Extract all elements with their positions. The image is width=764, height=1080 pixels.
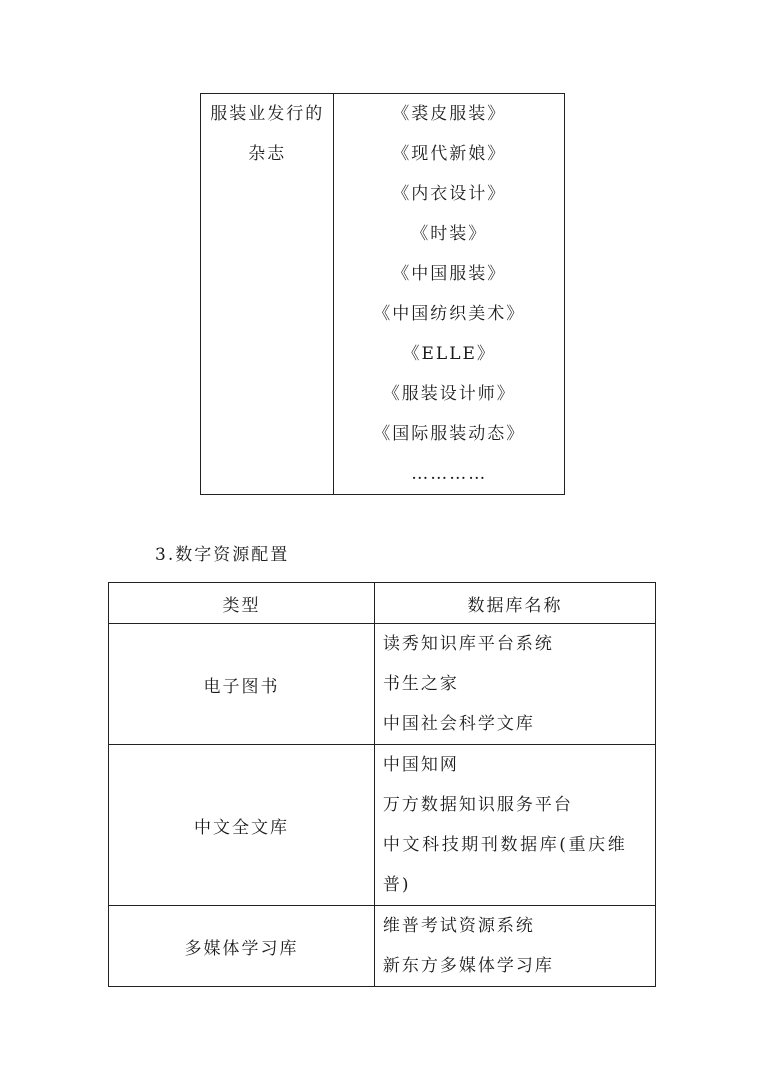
database-cell (374, 624, 655, 745)
magazine-title: 《国际服装动态》 (373, 424, 526, 444)
category-line: 服装业发行的 (210, 104, 325, 124)
type-cell: 中文全文库 (109, 745, 375, 906)
magazine-title: 《服装设计师》 (382, 384, 516, 404)
header-type: 类型 (109, 583, 375, 624)
table-row (109, 906, 656, 987)
magazine-title: 《ELLE》 (402, 344, 496, 364)
digital-resource-table (108, 582, 656, 987)
database-cell (374, 906, 655, 987)
magazine-title: 《中国纺织美术》 (373, 304, 526, 324)
table-header-row (109, 583, 656, 624)
header-database: 数据库名称 (374, 583, 655, 624)
database-name: 书生之家 (382, 674, 459, 694)
category-line: 杂志 (248, 144, 287, 164)
type-cell: 多媒体学习库 (109, 906, 375, 987)
magazine-title: 《内衣设计》 (392, 184, 507, 204)
category-cell (201, 94, 334, 495)
database-cell (374, 745, 655, 906)
database-name: 万方数据知识服务平台 (382, 795, 573, 815)
database-name: 普) (382, 875, 411, 895)
table-row (109, 624, 656, 745)
magazine-table (200, 93, 565, 495)
database-name: 新东方多媒体学习库 (382, 956, 554, 976)
database-name: 中国知网 (382, 755, 459, 775)
magazine-title: 《时装》 (411, 224, 488, 244)
magazine-title: 《现代新娘》 (392, 144, 507, 164)
database-name: 中国社会科学文库 (382, 714, 535, 734)
section-heading: 3.数字资源配置 (155, 545, 290, 565)
table-row (201, 94, 565, 495)
database-name: 维普考试资源系统 (382, 916, 535, 936)
database-name: 中文科技期刊数据库(重庆维 (382, 835, 628, 855)
type-cell: 电子图书 (109, 624, 375, 745)
table-row (109, 745, 656, 906)
database-name: 读秀知识库平台系统 (382, 634, 554, 654)
magazine-title: 《中国服装》 (392, 264, 507, 284)
magazine-list-cell (334, 94, 565, 495)
ellipsis-line: ………… (411, 464, 488, 484)
magazine-title: 《裘皮服装》 (392, 104, 507, 124)
